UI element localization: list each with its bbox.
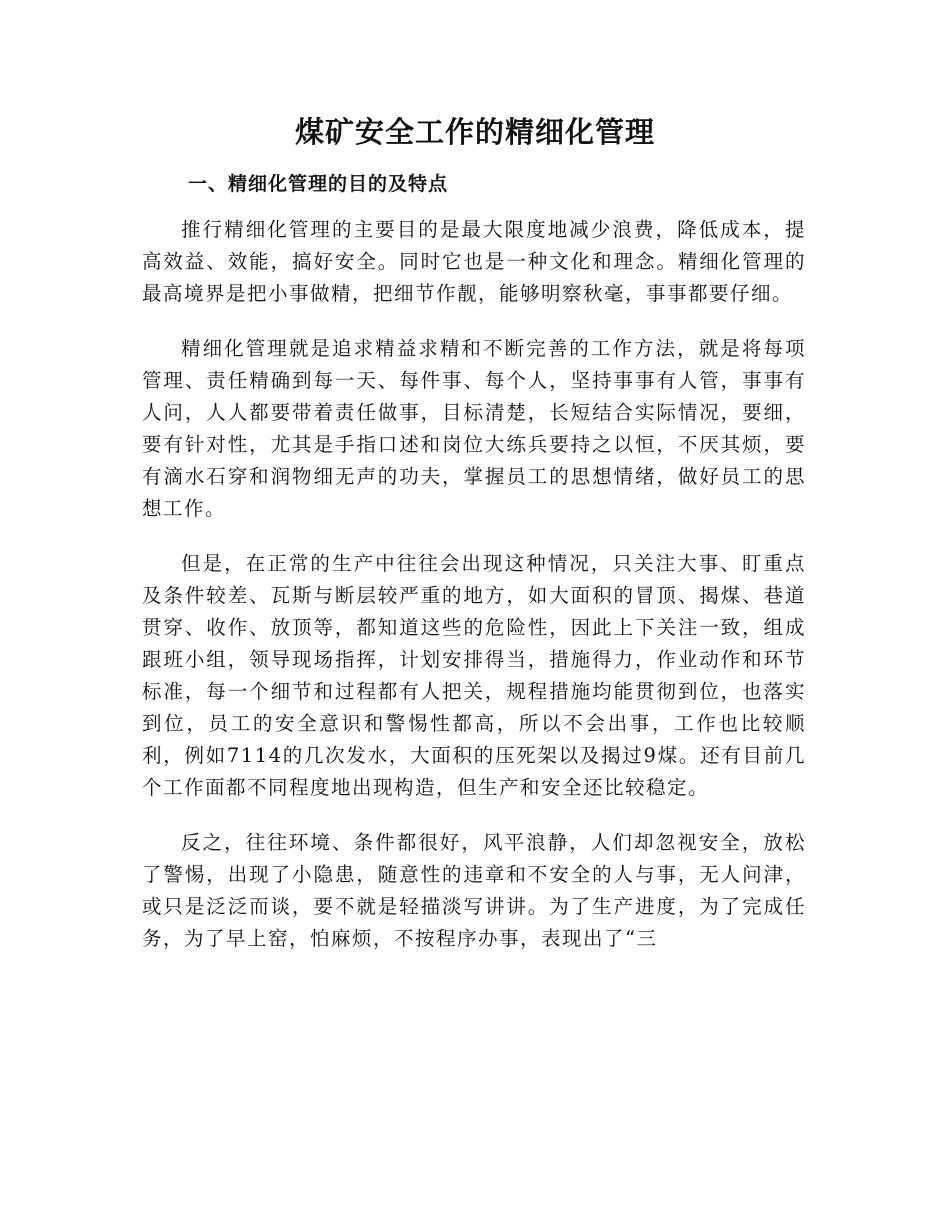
- paragraph: 精细化管理就是追求精益求精和不断完善的工作方法，就是将每项管理、责任精确到每一天、每件事、每个人，坚持事事有人管，事事有人问，人人都要带着责任做事，目标清楚，长短结合实际情况，要细，要有针对性，尤其是手指口述和岗位大练兵要持之以恒，不厌其烦，要有滴水石穿和润物细无声的功夫，掌握员工的思想情绪，做好员工的思想工作。: [142, 337, 806, 520]
- section-heading: 一、精细化管理的目的及特点: [188, 173, 449, 195]
- body-text: [142, 214, 806, 978]
- paragraph: 推行精细化管理的主要目的是最大限度地减少浪费，降低成本，提高效益、效能，搞好安全。同时它也是一种文化和理念。精细化管理的最高境界是把小事做精，把细节作靓，能够明察秋毫，事事都要仔细。: [142, 218, 806, 305]
- paragraph: 反之，往往环境、条件都很好，风平浪静，人们却忽视安全，放松了警惕，出现了小隐患，随意性的违章和不安全的人与事，无人问津，或只是泛泛而谈，要不就是轻描淡写讲讲。为了生产进度，为了完成任务，为了早上窑，怕麻烦，不按程序办事，表现出了“三: [142, 831, 806, 950]
- paragraph: 但是，在正常的生产中往往会出现这种情况，只关注大事、盯重点及条件较差、瓦斯与断层较严重的地方，如大面积的冒顶、揭煤、巷道贯穿、收作、放顶等，都知道这些的危险性，因此上下关注一致，组成跟班小组，领导现场指挥，计划安排得当，措施得力，作业动作和环节标准，每一个细节和过程都有人把关，规程措施均能贯彻到位，也落实到位，员工的安全意识和警惕性都高，所以不会出事，工作也比较顺利，例如7114的几次发水，大面积的压死架以及揭过9煤。还有目前几个工作面都不同程度地出现构造，但生产和安全还比较稳定。: [142, 552, 806, 799]
- document-title: 煤矿安全工作的精细化管理: [294, 115, 655, 149]
